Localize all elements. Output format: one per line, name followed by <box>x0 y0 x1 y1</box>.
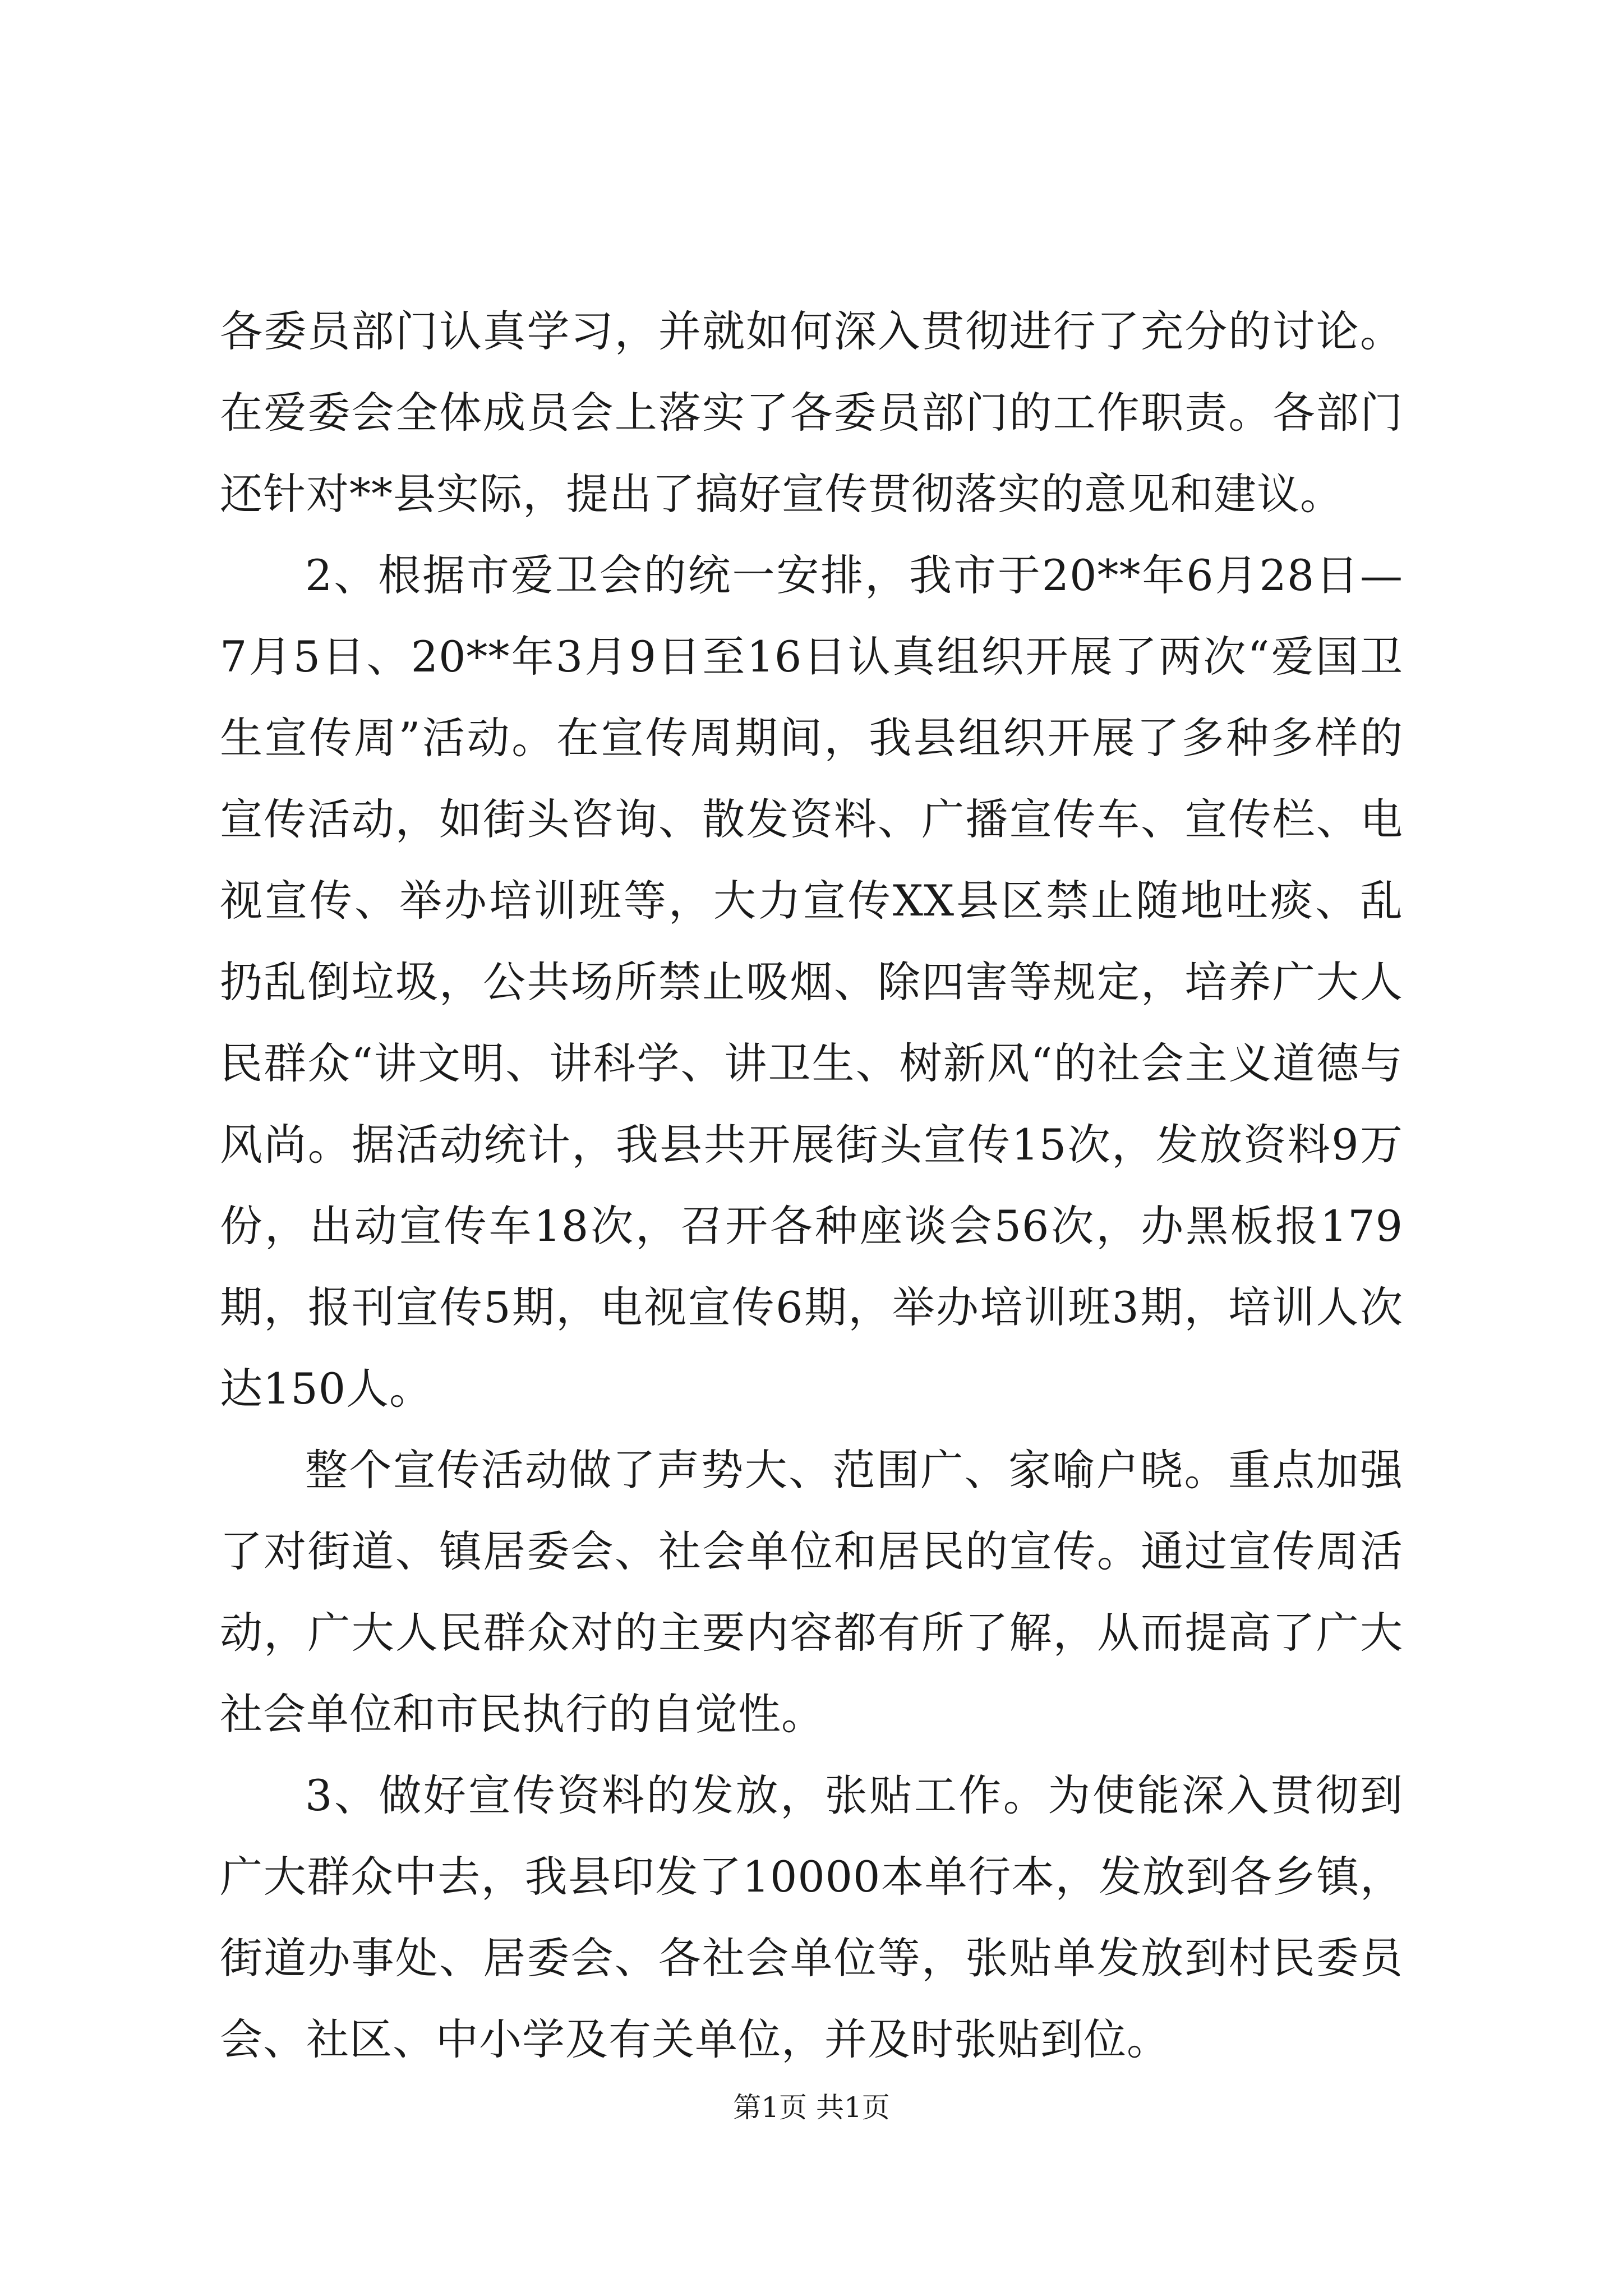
page-number-label: 第1页 共1页 <box>733 2091 890 2124</box>
page-footer <box>0 2088 1623 2127</box>
paragraph-3: 整个宣传活动做了声势大、范围广、家喻户晓。重点加强了对街道、镇居委会、社会单位和居民的宣传。通过宣传周活动，广大人民群众对的主要内容都有所了解，从而提高了广大社会单位和市民执行的自觉性。 <box>220 1445 1403 1739</box>
document-body <box>220 291 1403 2080</box>
paragraph-1: 各委员部门认真学习，并就如何深入贯彻进行了充分的讨论。在爱委会全体成员会上落实了各委员部门的工作职责。各部门还针对**县实际，提出了搞好宣传贯彻落实的意见和建议。 <box>220 306 1403 519</box>
paragraph-4: 3、做好宣传资料的发放，张贴工作。为使能深入贯彻到广大群众中去，我县印发了10000本单行本，发放到各乡镇，街道办事处、居委会、各社会单位等，张贴单发放到村民委员会、社区、中小学及有关单位，并及时张贴到位。 <box>220 1770 1403 2064</box>
paragraph-2: 2、根据市爱卫会的统一安排，我市于20**年6月28日—7月5日、20**年3月9日至16日认真组织开展了两次“爱国卫生宣传周”活动。在宣传周期间，我县组织开展了多种多样的宣传活动，如街头咨询、散发资料、广播宣传车、宣传栏、电视宣传、举办培训班等，大力宣传XX县区禁止随地吐痰、乱扔乱倒垃圾，公共场所禁止吸烟、除四害等规定，培养广大人民群众“讲文明、讲科学、讲卫生、树新风“的社会主义道德与风尚。据活动统计，我县共开展街头宣传15次，发放资料9万份，出动宣传车18次，召开各种座谈会56次，办黑板报179期，报刊宣传5期，电视宣传6期，举办培训班3期，培训人次达150人。 <box>220 550 1403 1414</box>
